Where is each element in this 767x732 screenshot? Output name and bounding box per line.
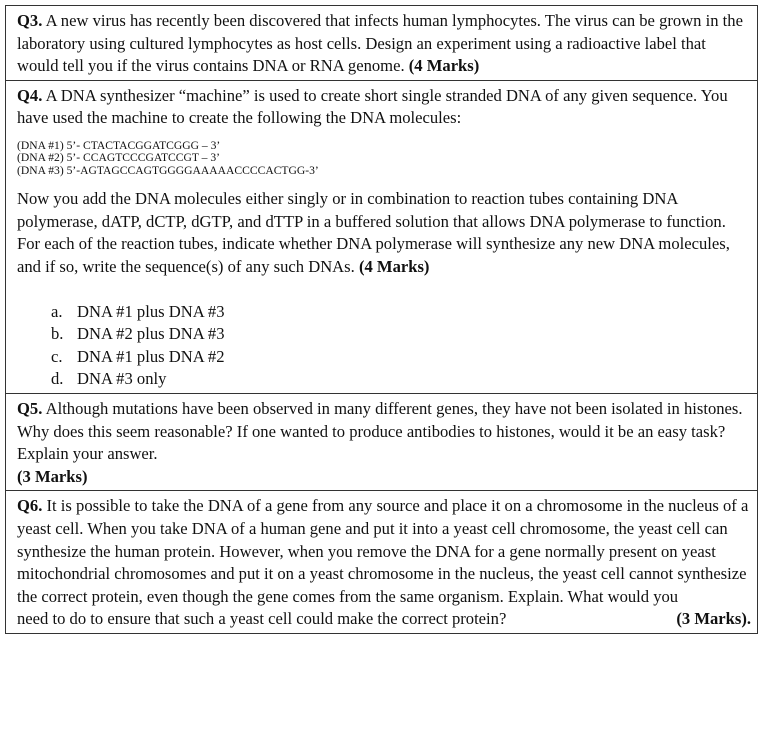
option-b-label: b.: [51, 324, 64, 344]
question-4-marks: (4 Marks): [358, 256, 430, 276]
option-d-text: DNA #3 only: [77, 369, 167, 389]
question-4-body: Now you add the DNA molecules either singly or in combination to reaction tubes containing DNA polymerase, dATP, dCTP, dGTP, and dTTP in a buffered solution that allows DNA polymerase to function. For each of the reaction tubes, indicate whether DNA polymerase will synthesize any new DNA molecules, and if so, write the sequence(s) of any such DNAs.: [17, 189, 730, 276]
question-5-marks: (3 Marks): [17, 466, 88, 486]
question-3-cell: [5, 5, 758, 81]
question-6-cell: [5, 491, 758, 634]
question-4-options: [17, 301, 751, 391]
option-b: [51, 323, 751, 346]
question-6-text: It is possible to take the DNA of a gene from any source and place it on a chromosome in the nucleus of a yeast cell. When you take DNA of a human gene and put it into a yeast cell chromosome, the yeast cell can synthesize the human protein. However, when you remove the DNA for a gene normally present on yeast mitochondrial chromosomes and put it on a yeast chromosome in the nucleus, the yeast cell cannot synthesize the correct protein, even though the gene comes from the same organism. Explain. What would you: [17, 496, 749, 606]
question-3-marks: (4 Marks): [408, 56, 480, 76]
question-3-text: A new virus has recently been discovered that infects human lymphocytes. The virus can be grown in the laboratory using cultured lymphocytes as host cells. Design an experiment using a radioactive label that would tell you if the virus contains DNA or RNA genome.: [17, 11, 743, 76]
question-6-last-text: need to do to ensure that such a yeast cell could make the correct protein?: [17, 609, 507, 629]
option-c-text: DNA #1 plus DNA #2: [77, 346, 225, 366]
dna-sequence-2: (DNA #2) 5’- CCAGTCCCGATCCGT – 3’: [17, 151, 221, 165]
question-sheet: [5, 5, 758, 634]
question-5-text: Although mutations have been observed in many different genes, they have not been isolated in histones. Why does this seem reasonable? If one wanted to produce antibodies to histones, would it be an easy task? Explain your answer.: [17, 398, 743, 464]
question-6-number: Q6.: [17, 496, 43, 516]
option-c-label: c.: [51, 346, 63, 366]
option-d-label: d.: [51, 369, 64, 389]
question-5-number: Q5.: [17, 398, 43, 418]
dna-sequence-list: [17, 140, 751, 177]
question-4-number: Q4.: [17, 85, 43, 105]
question-3-number: Q3.: [17, 11, 43, 30]
question-4-body-paragraph: [17, 188, 751, 278]
question-6-last-line: [17, 608, 751, 631]
option-a-text: DNA #1 plus DNA #3: [77, 301, 225, 321]
option-b-text: DNA #2 plus DNA #3: [77, 324, 225, 344]
dna-sequence-1: (DNA #1) 5’- CTACTACGGATCGGG – 3’: [17, 138, 221, 152]
dna-sequence-3: (DNA #3) 5’-AGTAGCCAGTGGGGAAAAACCCCACTGG-3’: [17, 163, 319, 177]
question-4-cell: [5, 81, 758, 394]
option-c: [51, 346, 751, 369]
question-5-cell: [5, 394, 758, 491]
question-6-marks: (3 Marks).: [676, 609, 751, 629]
option-d: [51, 368, 751, 391]
question-4-intro: A DNA synthesizer “machine” is used to create short single stranded DNA of any given sequence. You have used the machine to create the following the DNA molecules:: [17, 85, 728, 128]
option-a-label: a.: [51, 301, 63, 321]
option-a: [51, 301, 751, 324]
